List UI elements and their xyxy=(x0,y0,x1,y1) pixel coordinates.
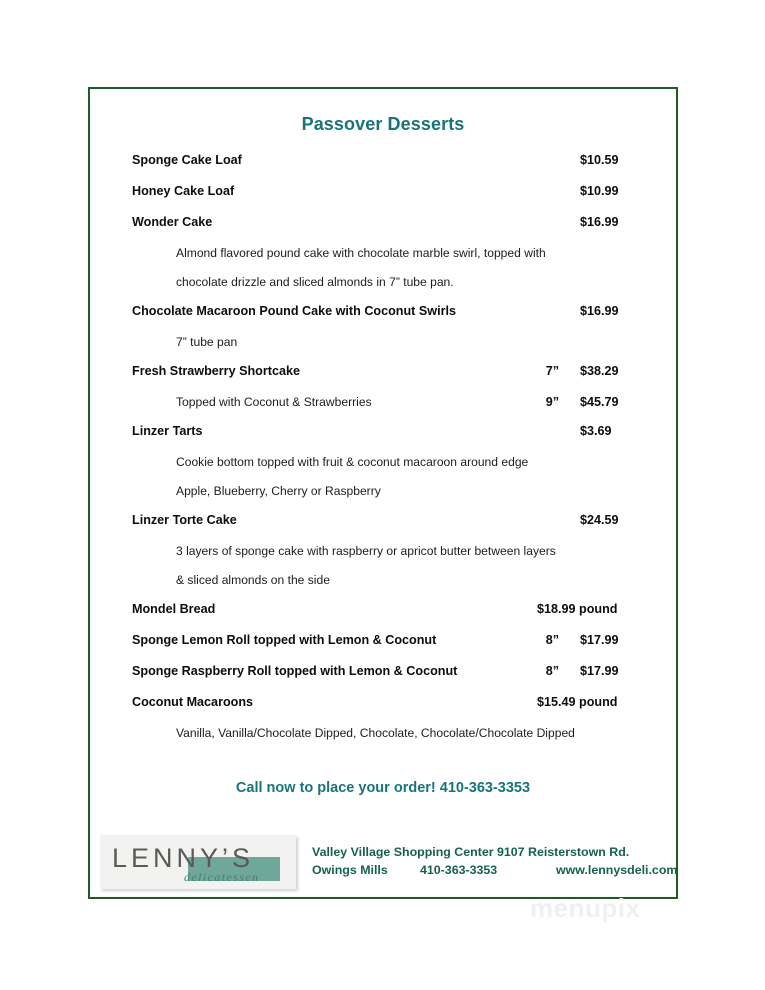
menu-item-size: 7” xyxy=(545,364,559,378)
menu-item-name: Coconut Macaroons xyxy=(132,695,254,709)
menu-item-description: Topped with Coconut & Strawberries xyxy=(176,395,372,409)
menu-item-description: Vanilla, Vanilla/Chocolate Dipped, Chocolate, Chocolate/Chocolate Dipped xyxy=(176,726,575,740)
menu-item-size: 9” xyxy=(545,395,559,409)
menu-item-row xyxy=(90,513,676,531)
address-city: Owings Mills xyxy=(312,863,388,877)
menu-item-description: Almond flavored pound cake with chocolate marble swirl, topped with xyxy=(176,246,546,260)
lennys-logo xyxy=(100,835,296,889)
menu-item-description: chocolate drizzle and sliced almonds in 7” tube pan. xyxy=(176,275,454,289)
menu-item-row xyxy=(90,184,676,202)
menu-item-price: $24.59 xyxy=(580,513,619,527)
menu-description-row xyxy=(90,335,676,353)
menu-description-row xyxy=(90,275,676,293)
menu-item-name: Honey Cake Loaf xyxy=(132,184,235,198)
menu-item-name: Linzer Torte Cake xyxy=(132,513,237,527)
menu-description-row xyxy=(90,395,676,413)
watermark: menupix xyxy=(530,893,641,923)
menu-item-row xyxy=(90,215,676,233)
menu-item-price: $10.99 xyxy=(580,184,619,198)
menu-item-price: $15.49 pound xyxy=(537,695,618,709)
menu-item-price: $16.99 xyxy=(580,304,619,318)
menu-item-name: Sponge Raspberry Roll topped with Lemon & Coconut xyxy=(132,664,458,678)
menu-item-row xyxy=(90,695,676,713)
menu-description-row xyxy=(90,726,676,744)
menu-item-row xyxy=(90,304,676,322)
logo-subtitle: delicatessen xyxy=(184,870,260,884)
menu-description-row xyxy=(90,544,676,562)
menu-item-description: & sliced almonds on the side xyxy=(176,573,330,587)
menu-description-row xyxy=(90,246,676,264)
menu-description-row xyxy=(90,455,676,473)
menu-item-list xyxy=(90,153,676,744)
address-phone[interactable]: 410-363-3353 xyxy=(420,863,498,877)
menu-item-name: Sponge Cake Loaf xyxy=(132,153,242,167)
menu-item-price: $38.29 xyxy=(580,364,619,378)
menu-item-name: Mondel Bread xyxy=(132,602,216,616)
menu-item-row xyxy=(90,664,676,682)
menu-item-name: Fresh Strawberry Shortcake xyxy=(132,364,300,378)
menu-item-price: $17.99 xyxy=(580,633,619,647)
menu-frame xyxy=(88,87,678,899)
menu-item-price: $17.99 xyxy=(580,664,619,678)
call-to-action[interactable]: Call now to place your order! 410-363-3353 xyxy=(235,780,531,796)
menu-item-description: 3 layers of sponge cake with raspberry or apricot butter between layers xyxy=(176,544,556,558)
menu-item-row xyxy=(90,633,676,651)
menu-description-row xyxy=(90,484,676,502)
menu-item-price: $16.99 xyxy=(580,215,619,229)
menu-item-row xyxy=(90,424,676,442)
menu-item-price: $10.59 xyxy=(580,153,619,167)
menu-item-description: 7” tube pan xyxy=(176,335,238,349)
menu-item-price: $45.79 xyxy=(580,395,619,409)
menu-item-description: Cookie bottom topped with fruit & coconut macaroon around edge xyxy=(176,455,529,469)
page-title: Passover Desserts xyxy=(301,114,465,134)
address-line-1: Valley Village Shopping Center 9107 Reisterstown Rd. xyxy=(312,845,630,860)
address-website[interactable]: www.lennysdeli.com xyxy=(556,863,678,877)
menu-item-row xyxy=(90,153,676,171)
menu-item-name: Sponge Lemon Roll topped with Lemon & Coconut xyxy=(132,633,437,647)
menu-item-name: Linzer Tarts xyxy=(132,424,203,438)
menu-description-row xyxy=(90,573,676,591)
menu-item-size: 8” xyxy=(545,633,559,647)
address-line-2 xyxy=(312,862,677,880)
address-block xyxy=(312,844,677,879)
menu-item-row xyxy=(90,364,676,382)
menu-item-price: $3.69 xyxy=(580,424,612,438)
footer xyxy=(100,835,678,889)
menu-item-name: Chocolate Macaroon Pound Cake with Coconut Swirls xyxy=(132,304,456,318)
menu-item-name: Wonder Cake xyxy=(132,215,213,229)
menu-item-description: Apple, Blueberry, Cherry or Raspberry xyxy=(176,484,381,498)
menu-item-row xyxy=(90,602,676,620)
logo-wordmark: LENNY’S xyxy=(112,843,255,873)
menu-item-size: 8” xyxy=(545,664,559,678)
menu-item-price: $18.99 pound xyxy=(537,602,618,616)
